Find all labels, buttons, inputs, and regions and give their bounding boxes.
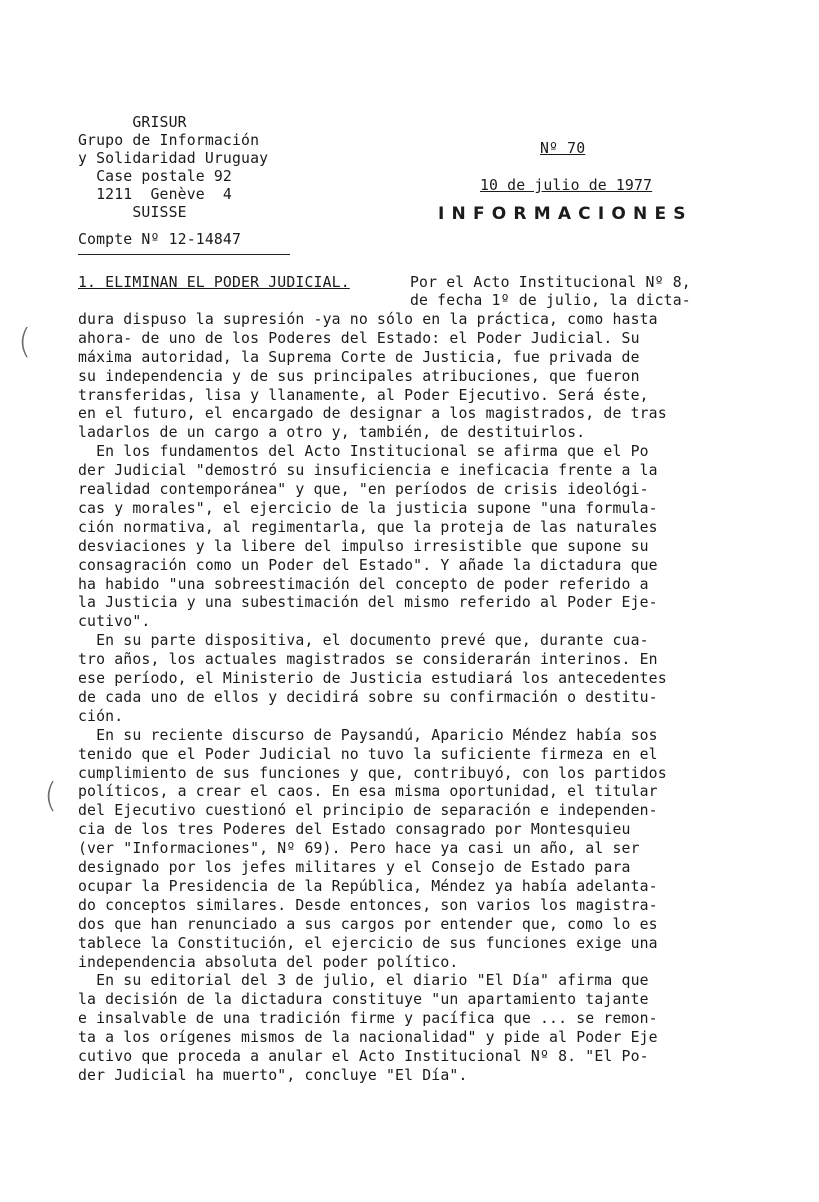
article-line: ha habido "una sobreestimación del concepto de poder referido a [78,575,649,593]
org-name: GRISUR [78,114,187,131]
article-line: cutivo que proceda a anular el Acto Institucional Nº 8. "El Po- [78,1048,649,1065]
margin-mark: ( [18,322,32,362]
address-country: SUISSE [78,204,187,221]
article-line: en el futuro, el encargado de designar a los magistrados, de tras [78,405,667,423]
article-line: dura dispuso la supresión -ya no sólo en la práctica, como hasta [78,310,658,328]
article-line: cas y morales", el ejercicio de la justicia supone "una formula- [78,499,658,517]
article-line: (ver "Informaciones", Nº 69). Pero hace ya casi un año, al ser [78,840,640,858]
article-line: tablece la Constitución, el ejercicio de sus funciones exige una [78,934,658,952]
publication-title: INFORMACIONES [438,204,693,224]
article-line: cumplimiento de sus funciones y que, contribuyó, con los partidos [78,764,667,782]
article-line: do conceptos similares. Desde entonces, son varios los magistra- [78,896,658,914]
issue-date: 10 de julio de 1977 [480,177,653,194]
article-line: der Judicial "demostró su insuficiencia e ineficacia frente a la [78,462,658,480]
article-line: del Ejecutivo cuestionó el principio de separación e independen- [78,802,658,820]
article-line: de fecha 1º de julio, la dicta- [410,292,691,309]
article-line: En los fundamentos del Acto Institucional se afirma que el Po [78,443,649,461]
article-line: der Judicial ha muerto", concluye "El Día". [78,1066,468,1084]
article-line: desviaciones y la libere del impulso irresistible que supone su [78,537,649,555]
article-line: la Justicia y una subestimación del mismo referido al Poder Eje- [78,594,658,612]
article-line: En su reciente discurso de Paysandú, Aparicio Méndez había sos [78,726,658,744]
article-line: ese período, el Ministerio de Justicia estudiará los antecedentes [78,670,667,687]
article-line: cutivo". [78,613,151,631]
article-line: consagración como un Poder del Estado". Y añade la dictadura que [78,556,658,574]
address-line1: Case postale 92 [78,168,232,185]
article-line: de cada uno de ellos y decidirá sobre su confirmación o destitu- [78,688,658,706]
org-fullname-line1: Grupo de Información [78,132,260,149]
article-line: tro años, los actuales magistrados se considerarán interinos. En [78,651,658,669]
article-line: ción normativa, al regimentarla, que la proteja de las naturales [78,518,658,536]
margin-mark: ( [44,776,58,816]
article-heading: 1. ELIMINAN EL PODER JUDICIAL. [78,274,350,291]
article-line: ladarlos de un cargo a otro y, también, de destituirlos. [78,424,586,442]
account-rule [78,254,290,255]
article-line: políticos, a crear el caos. En esa misma oportunidad, el titular [78,783,658,801]
article-line: tenido que el Poder Judicial no tuvo la suficiente firmeza en el [78,745,658,763]
article-line: En su parte dispositiva, el documento prevé que, durante cua- [78,632,649,650]
article-line: ción. [78,707,124,725]
article-line: ahora- de uno de los Poderes del Estado: el Poder Judicial. Su [78,329,640,347]
article-line: designado por los jefes militares y el Consejo de Estado para [78,859,631,876]
account-number: Compte Nº 12-14847 [78,231,242,248]
article-line-tail: Por el Acto Institucional Nº 8, [410,274,691,291]
article-line: la decisión de la dictadura constituye "un apartamiento tajante [78,991,649,1009]
org-fullname-line2: y Solidaridad Uruguay [78,150,269,167]
article-line: transferidas, lisa y llanamente, al Poder Ejecutivo. Será éste, [78,386,649,404]
article-line: realidad contemporánea" y que, "en períodos de crisis ideológi- [78,481,649,498]
article-line: dos que han renunciado a sus cargos por entender que, como lo es [78,915,658,933]
article-line: su independencia y de sus principales atribuciones, que fueron [78,367,640,385]
article-line: cia de los tres Poderes del Estado consagrado por Montesquieu [78,821,631,839]
article-first-line [78,274,350,292]
article-line: ocupar la Presidencia de la República, Méndez ya había adelanta- [78,877,658,895]
article-line: e insalvable de una tradición firme y pacífica que ... se remon- [78,1010,658,1028]
article-line: máxima autoridad, la Suprema Corte de Justicia, fue privada de [78,348,640,366]
article-line: En su editorial del 3 de julio, el diario "El Día" afirma que [78,972,649,990]
issue-number: Nº 70 [540,140,586,157]
article-line: ta a los orígenes mismos de la nacionalidad" y pide al Poder Eje [78,1029,658,1047]
address-line2: 1211 Genève 4 [78,186,232,203]
article-line: independencia absoluta del poder político. [78,953,459,971]
